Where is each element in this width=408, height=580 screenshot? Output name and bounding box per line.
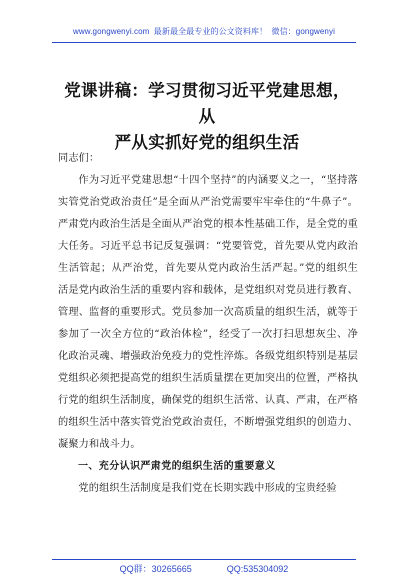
- header-wechat: 微信：gongwenyi: [271, 27, 335, 36]
- header-divider: [52, 42, 356, 43]
- body-paragraph: 作为习近平党建思想“十四个坚持”的内涵要义之一，“坚持落实管党治党政治责任”是全面从严治党需要牢牢牵住的“牛鼻子”。严肃党内政治生活是全面从严治党的根本性基础工作，是全党的重大任务。习近平总书记反复强调：“党要管党，首先要从党内政治生活管起；从严治党，首先要从党内政治生活严起。”党的组织生活是党内政治生活的重要内容和载体，是党组织对党员进行教育、管理、监督的重要形式。党员参加一次高质量的组织生活，就等于参加了一次全方位的“政治体检”，经受了一次打扫思想灰尘、净化政治灵魂、增强政治免疫力的党性淬炼。各级党组织特别是基层党组织必须把提高党的组织生活质量摆在更加突出的位置，严格执行党的组织生活制度，确保党的组织生活常、认真、严肃，在严格的组织生活中落实管党治党政治责任，不断增强党组织的创造力、凝聚力和战斗力。: [58, 175, 358, 450]
- document-title: [58, 78, 356, 156]
- footer-qq: QQ:535304092: [226, 564, 289, 574]
- title-line-1: 党课讲稿：学习贯彻习近平党建思想，从: [64, 81, 350, 126]
- page-header: [0, 26, 408, 37]
- footer-qq-group: QQ群：30265665: [119, 564, 192, 574]
- footer-divider: [52, 559, 356, 560]
- page-footer: [0, 562, 408, 575]
- greeting: 同志们：: [58, 153, 100, 164]
- header-site-link[interactable]: www.gongwenyi.com: [73, 27, 150, 36]
- header-slogan: 最新最全最专业的公文资料库！: [153, 27, 268, 36]
- body-paragraph-continued: 党的组织生活制度是我们党在长期实践中形成的宝贵经验: [78, 483, 337, 494]
- section-heading: 一、充分认识严肃党的组织生活的重要意义: [78, 461, 276, 472]
- title-line-2: 严从实抓好党的组织生活: [114, 133, 300, 152]
- document-body: [58, 148, 358, 500]
